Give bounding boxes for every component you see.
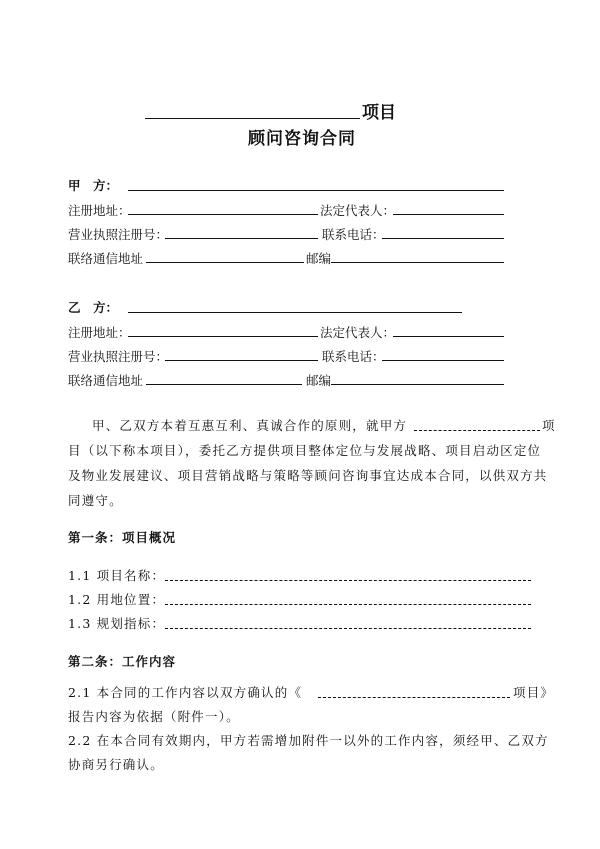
intro-line-3: 及物业发展建议、项目营销战略与策略等顾问咨询事宜达成本合同，以供双方共 (68, 468, 548, 483)
intro-line-1-start: 甲、乙双方本着互惠互利、真诚合作的原则，就甲方 (92, 418, 408, 433)
contract-title: 顾问咨询合同 (248, 129, 356, 149)
party-b-postcode-blank[interactable] (331, 384, 504, 385)
article-2-item-1-line-2: 报告内容为依据（附件一）。 (68, 709, 240, 724)
party-b-license-blank[interactable] (165, 360, 318, 361)
party-a-reg-addr-label: 注册地址： (68, 203, 131, 218)
party-b-name-blank[interactable] (128, 312, 462, 313)
party-b-legal-rep-blank[interactable] (393, 336, 504, 337)
party-a-reg-addr-blank[interactable] (128, 214, 318, 215)
party-a-postcode-blank[interactable] (331, 262, 504, 263)
article-1-item-2-label: 1.2 用地位置： (68, 592, 166, 607)
party-a-phone-blank[interactable] (382, 238, 504, 239)
project-name-field[interactable] (165, 580, 531, 581)
party-a-name-blank[interactable] (128, 190, 504, 191)
article-2-item-2-line-1: 2.2 在本合同有效期内，甲方若需增加附件一以外的工作内容，须经甲、乙双方 (68, 733, 549, 748)
party-b-label: 乙 方： (68, 300, 119, 315)
article-1-heading: 第一条：项目概况 (68, 530, 177, 545)
party-b-legal-rep-label: 法定代表人： (320, 325, 396, 340)
party-a-phone-label: 联系电话： (322, 227, 385, 242)
party-a-label: 甲 方： (68, 178, 119, 193)
article-2-item-1-start: 2.1 本合同的工作内容以双方确认的《 (68, 685, 303, 700)
intro-project-blank[interactable] (414, 430, 540, 431)
party-b-license-label: 营业执照注册号： (68, 349, 169, 364)
party-b-phone-label: 联系电话： (322, 349, 385, 364)
article-1-item-1-label: 1.1 项目名称： (68, 568, 166, 583)
party-a-mail-addr-blank[interactable] (146, 262, 304, 263)
title-suffix: 项目 (362, 103, 396, 123)
party-b-mail-addr-label: 联络通信地址 (68, 373, 144, 388)
party-a-license-blank[interactable] (165, 238, 318, 239)
article-2-item-1-end: 项目》 (513, 685, 555, 700)
party-b-reg-addr-blank[interactable] (128, 336, 318, 337)
intro-line-4: 同遵守。 (68, 493, 123, 508)
party-b-phone-blank[interactable] (382, 360, 504, 361)
land-location-field[interactable] (165, 604, 531, 605)
party-b-mail-addr-blank[interactable] (146, 384, 302, 385)
party-a-mail-addr-label: 联络通信地址 (68, 251, 144, 266)
party-a-license-label: 营业执照注册号： (68, 227, 169, 242)
party-a-legal-rep-blank[interactable] (393, 214, 504, 215)
report-project-blank[interactable] (318, 697, 510, 698)
intro-line-2: 目（以下称本项目），委托乙方提供项目整体定位与发展战略、项目启动区定位 (68, 443, 542, 458)
article-2-item-2-line-2: 协商另行确认。 (68, 757, 164, 772)
article-1-item-3-label: 1.3 规划指标： (68, 616, 166, 631)
article-2-heading: 第二条：工作内容 (68, 654, 177, 669)
party-a-legal-rep-label: 法定代表人： (320, 203, 396, 218)
party-a-postcode-label: 邮编 (306, 251, 332, 266)
party-b-postcode-label: 邮编 (306, 373, 332, 388)
party-b-reg-addr-label: 注册地址： (68, 325, 131, 340)
planning-index-field[interactable] (165, 628, 531, 629)
intro-line-1-end: 项 (542, 418, 556, 433)
project-name-blank[interactable] (145, 118, 360, 119)
